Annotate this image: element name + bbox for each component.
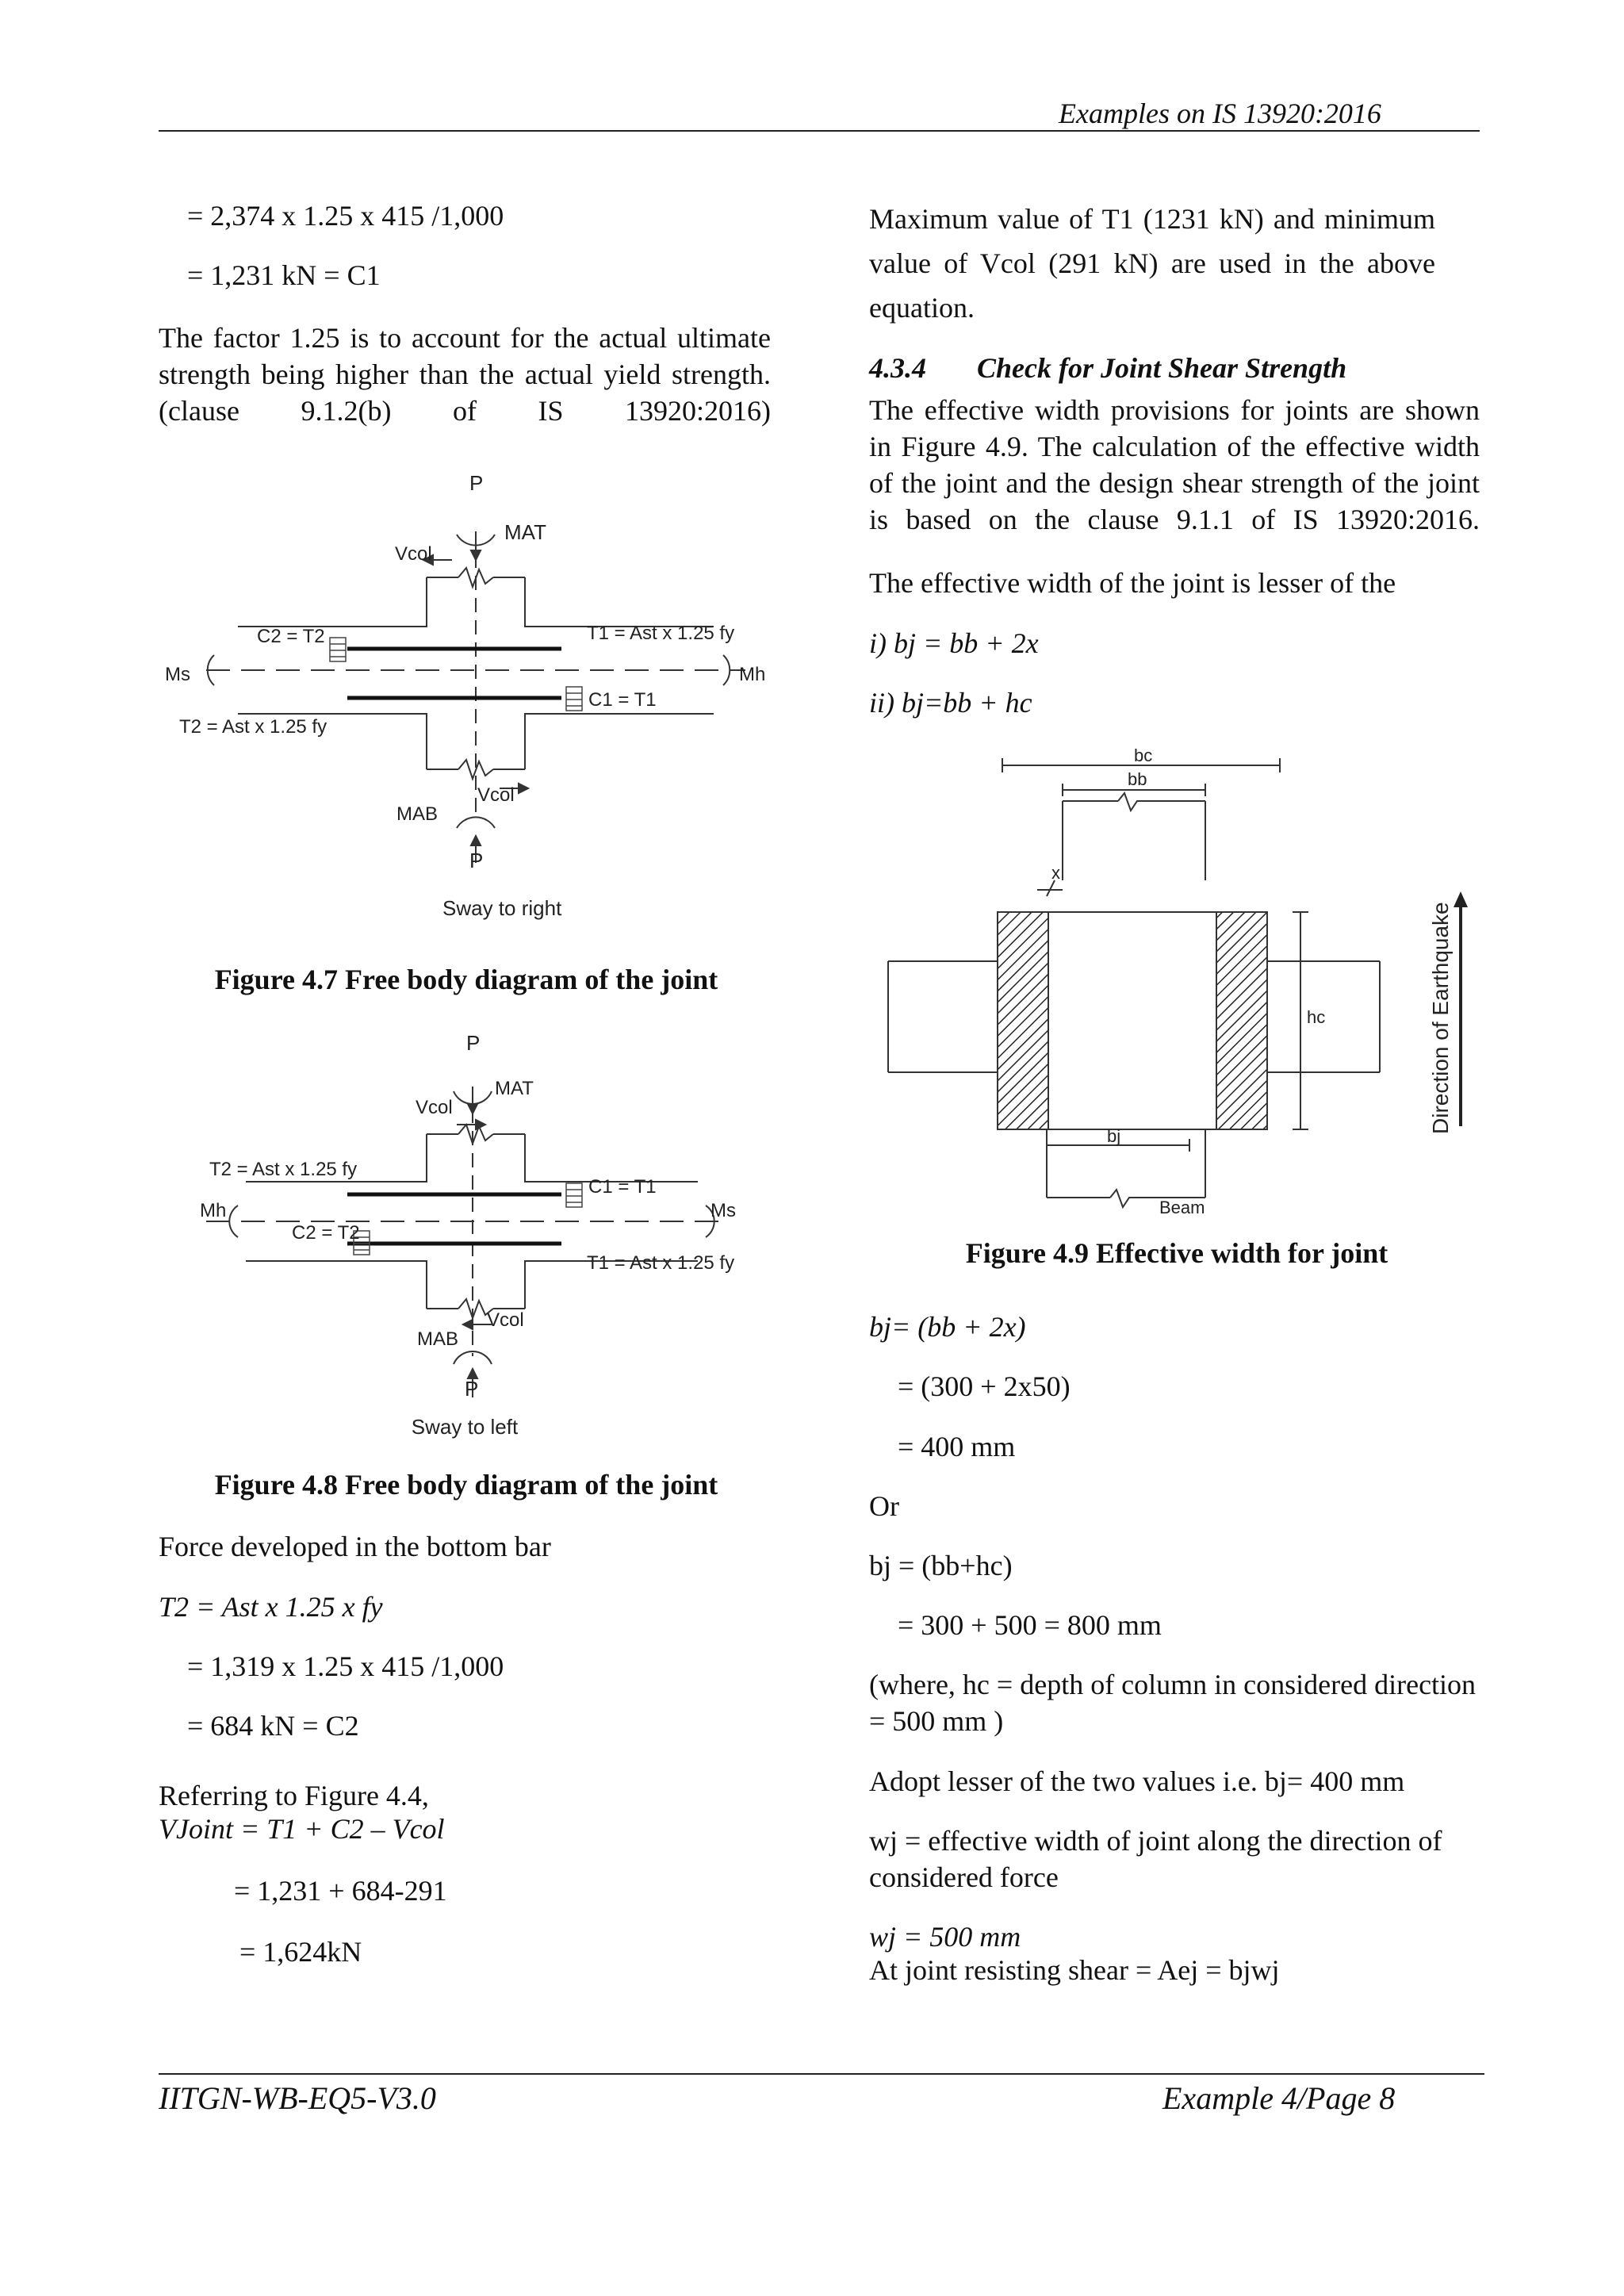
eq-c1-result: = 1,231 kN = C1 xyxy=(187,259,381,291)
fig48-p-bottom: P xyxy=(465,1377,479,1401)
vjoint-calc: = 1,231 + 684-291 xyxy=(234,1875,447,1907)
fig48-t1: T1 = Ast x 1.25 fy xyxy=(587,1252,735,1274)
bj-calc: = (300 + 2x50) xyxy=(898,1370,1071,1402)
lesser-text: The effective width of the joint is lesser of the xyxy=(869,567,1396,599)
fig47-mh: Mh xyxy=(739,664,766,685)
fig48-c1t1: C1 = T1 xyxy=(588,1176,657,1198)
fig47-sub: Sway to right xyxy=(442,896,562,920)
fig48-t2: T2 = Ast x 1.25 fy xyxy=(209,1159,358,1180)
fig48-p-top: P xyxy=(466,1031,481,1055)
fig48-sub: Sway to left xyxy=(411,1415,519,1439)
fig48-vcol-bottom: Vcol xyxy=(487,1309,524,1331)
fig49-bj: bj xyxy=(1107,1126,1121,1146)
header-rule xyxy=(159,130,1480,132)
t2-result: = 684 kN = C2 xyxy=(187,1710,359,1742)
fig47-vcol-bottom: Vcol xyxy=(477,784,515,806)
fig48-vcol-top: Vcol xyxy=(416,1097,453,1118)
option-1: i) bj = bb + 2x xyxy=(869,627,1039,659)
footer-rule xyxy=(159,2073,1484,2075)
figure-4-9-caption: Figure 4.9 Effective width for joint xyxy=(965,1237,1388,1269)
fig47-ms: Ms xyxy=(165,664,190,685)
or-text: Or xyxy=(869,1490,899,1522)
bj2-result: = 300 + 500 = 800 mm xyxy=(898,1609,1162,1641)
fig48-mab: MAB xyxy=(417,1328,459,1350)
paragraph-factor: The factor 1.25 is to account for the actual ultimate strength being higher than the actual yield strength. (clause 9.1.2(b) of IS 13920:2016) xyxy=(159,322,771,427)
fig49-hc: hc xyxy=(1307,1007,1326,1027)
figure-4-9-diagram xyxy=(872,746,1491,1221)
figure-4-7-caption: Figure 4.7 Free body diagram of the joint xyxy=(214,964,718,995)
fig49-bc: bc xyxy=(1134,746,1153,765)
header-title: Examples on IS 13920:2016 xyxy=(1059,98,1381,129)
vjoint-equation: VJoint = T1 + C2 – Vcol xyxy=(159,1813,445,1845)
fig48-mh: Mh xyxy=(200,1200,227,1221)
fig49-bb: bb xyxy=(1128,769,1147,789)
fig47-c2t2: C2 = T2 xyxy=(257,626,325,647)
fig49-direction: Direction of Earthquake xyxy=(1428,902,1453,1134)
vjoint-result: = 1,624kN xyxy=(239,1936,362,1968)
joint-shear-text: At joint resisting shear = Aej = bjwj xyxy=(869,1954,1280,1986)
t2-equation: T2 = Ast x 1.25 x fy xyxy=(159,1591,383,1623)
eq-c1-calc: = 2,374 x 1.25 x 415 /1,000 xyxy=(187,200,504,232)
wj-value: wj = 500 mm xyxy=(869,1921,1021,1953)
fig49-beam: Beam xyxy=(1159,1198,1205,1217)
t2-calc: = 1,319 x 1.25 x 415 /1,000 xyxy=(187,1650,504,1682)
wj-definition: wj = effective width of joint along the direction of considered force xyxy=(869,1825,1442,1893)
fig47-p-bottom: P xyxy=(469,849,484,872)
fig47-t2: T2 = Ast x 1.25 fy xyxy=(179,716,327,738)
fig47-p-top: P xyxy=(469,471,484,495)
figure-4-8-caption: Figure 4.8 Free body diagram of the joint xyxy=(214,1469,718,1501)
fig47-vcol-top: Vcol xyxy=(395,543,432,565)
paragraph-effective-width: The effective width provisions for joints are shown in Figure 4.9. The calculation of the effective width of the joint and the design shear strength of the joint is based on the clause 9.1.1 of IS 13920:2016. xyxy=(869,394,1480,535)
where-text: (where, hc = depth of column in considered direction = 500 mm ) xyxy=(869,1669,1477,1737)
fig48-c2t2: C2 = T2 xyxy=(292,1222,360,1244)
figure-4-8-diagram xyxy=(159,1031,777,1443)
fig47-mat: MAT xyxy=(504,520,546,544)
section-title: Check for Joint Shear Strength xyxy=(977,352,1347,384)
option-2: ii) bj=bb + hc xyxy=(869,687,1032,719)
footer-right: Example 4/Page 8 xyxy=(1162,2080,1396,2116)
fig47-t1: T1 = Ast x 1.25 fy xyxy=(587,623,735,644)
footer-left: IITGN-WB-EQ5-V3.0 xyxy=(159,2080,436,2116)
fig48-mat: MAT xyxy=(495,1078,534,1099)
fig47-mab: MAB xyxy=(396,803,439,825)
bj2-equation: bj = (bb+hc) xyxy=(869,1550,1013,1581)
fig47-c1t1: C1 = T1 xyxy=(588,689,657,711)
figure-4-7-diagram xyxy=(159,468,777,928)
force-text: Force developed in the bottom bar xyxy=(159,1531,551,1562)
section-number: 4.3.4 xyxy=(869,352,926,384)
bj-equation: bj= (bb + 2x) xyxy=(869,1311,1026,1343)
bj-result: = 400 mm xyxy=(898,1431,1016,1462)
adopt-text: Adopt lesser of the two values i.e. bj= 400 mm xyxy=(869,1765,1405,1797)
fig48-ms: Ms xyxy=(710,1200,736,1221)
max-value-text: Maximum value of T1 (1231 kN) and minimum value of Vcol (291 kN) are used in the above equation. xyxy=(869,203,1435,324)
fig49-x: x xyxy=(1051,863,1060,883)
reference-text: Referring to Figure 4.4, xyxy=(159,1780,429,1811)
